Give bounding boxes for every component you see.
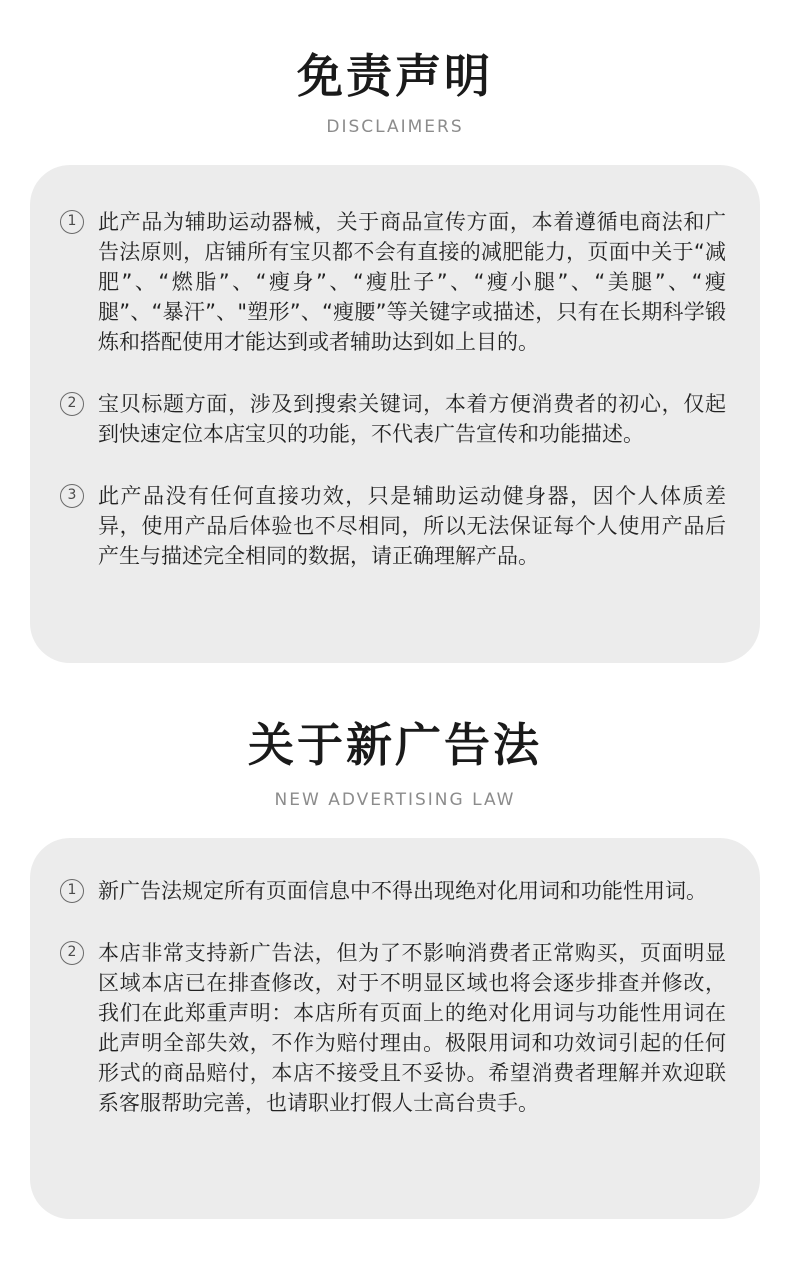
circled-number-2: 2	[60, 941, 84, 965]
circled-number-3: 3	[60, 484, 84, 508]
disclaimer-item-1	[60, 207, 726, 357]
advertising-law-card	[30, 838, 760, 1219]
advertising-law-header	[0, 718, 790, 810]
advertising-law-item-1	[60, 876, 726, 906]
advertising-law-item-2	[60, 938, 726, 1118]
disclaimers-card	[30, 165, 760, 663]
advertising-law-text-1: 新广告法规定所有页面信息中不得出现绝对化用词和功能性用词。	[98, 879, 707, 903]
disclaimers-subtitle: DISCLAIMERS	[326, 117, 464, 137]
disclaimer-text-2: 宝贝标题方面，涉及到搜索关键词，本着方便消费者的初心，仅起到快速定位本店宝贝的功能，不代表广告宣传和功能描述。	[98, 392, 726, 446]
circled-number-2: 2	[60, 392, 84, 416]
advertising-law-title: 关于新广告法	[248, 718, 542, 772]
disclaimers-title: 免责声明	[297, 49, 493, 103]
disclaimer-text-3: 此产品没有任何直接功效，只是辅助运动健身器，因个人体质差异，使用产品后体验也不尽相同，所以无法保证每个人使用产品后产生与描述完全相同的数据，请正确理解产品。	[98, 484, 726, 568]
disclaimer-text-1: 此产品为辅助运动器械，关于商品宣传方面，本着遵循电商法和广告法原则，店铺所有宝贝都不会有直接的减肥能力，页面中关于“减肥”、“燃脂”、“瘦身”、“瘦肚子”、“瘦小腿”、“美腿”、“瘦腿”、“暴汗”、"塑形”、“瘦腰”等关键字或描述，只有在长期科学锻炼和搭配使用才能达到或者辅助达到如上目的。	[98, 210, 726, 354]
advertising-law-text-2: 本店非常支持新广告法，但为了不影响消费者正常购买，页面明显区域本店已在排查修改，对于不明显区域也将会逐步排查并修改，我们在此郑重声明：本店所有页面上的绝对化用词与功能性用词在此声明全部失效，不作为赔付理由。极限用词和功效词引起的任何形式的商品赔付，本店不接受且不妥协。希望消费者理解并欢迎联系客服帮助完善，也请职业打假人士高台贵手。	[98, 941, 726, 1115]
advertising-law-subtitle: NEW ADVERTISING LAW	[274, 790, 516, 810]
circled-number-1: 1	[60, 879, 84, 903]
disclaimer-item-2	[60, 389, 726, 449]
circled-number-1: 1	[60, 210, 84, 234]
disclaimer-item-3	[60, 481, 726, 571]
disclaimers-header	[0, 49, 790, 137]
